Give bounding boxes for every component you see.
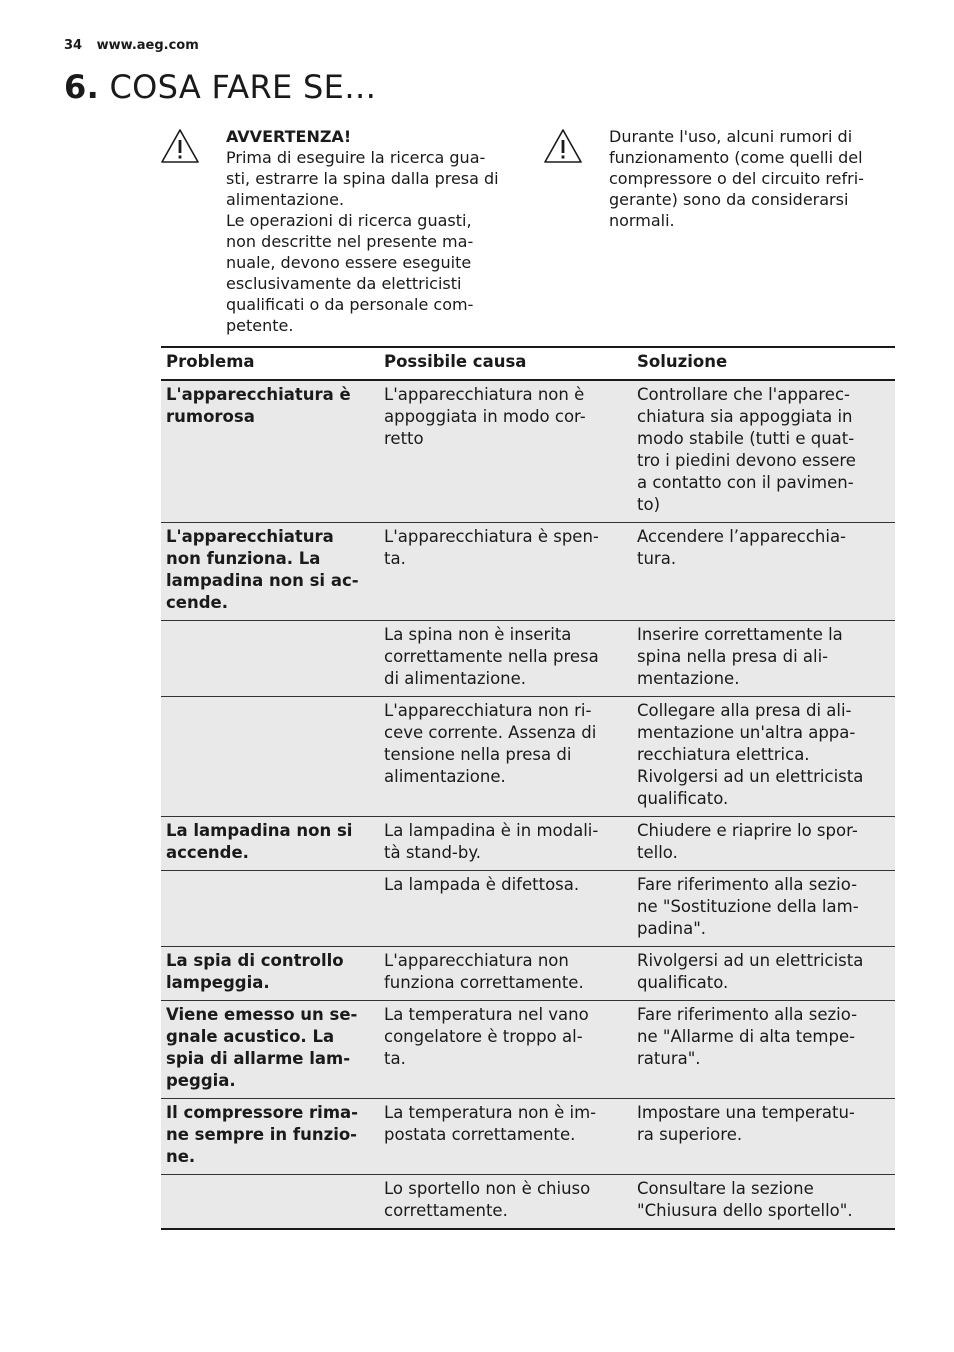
text-line: qualificati o da personale com-	[226, 295, 474, 314]
text-line: congelatore è troppo al-	[384, 1027, 583, 1046]
text-line: La lampadina non si	[166, 821, 353, 840]
text-line: alimentazione.	[226, 190, 345, 209]
text-line: tura.	[637, 549, 677, 568]
text-line: qualificato.	[637, 973, 729, 992]
cell-cause	[379, 380, 632, 523]
text-line: ta.	[384, 549, 406, 568]
text-line: recchiatura elettrica.	[637, 745, 810, 764]
text-line: La temperatura nel vano	[384, 1005, 589, 1024]
warning-right-text	[609, 126, 864, 231]
cell-problem	[161, 380, 379, 523]
text-line: L'apparecchiatura non è	[384, 385, 585, 404]
text-line: chiatura sia appoggiata in	[637, 407, 853, 426]
table-body	[161, 380, 895, 1229]
text-line: mentazione un'altra appa-	[637, 723, 856, 742]
text-line: funzionamento (come quelli del	[609, 148, 863, 167]
cell-problem	[161, 1175, 379, 1230]
text-line: Controllare che l'apparec-	[637, 385, 850, 404]
text-line: nuale, devono essere eseguite	[226, 253, 472, 272]
text-line: rumorosa	[166, 407, 255, 426]
text-line: lampadina non si ac-	[166, 571, 359, 590]
text-line: La lampadina è in modali-	[384, 821, 599, 840]
cell-problem	[161, 947, 379, 1001]
table-row	[161, 523, 895, 621]
warning-right-lines	[609, 126, 864, 231]
text-line: esclusivamente da elettricisti	[226, 274, 462, 293]
text-line: Chiudere e riaprire lo spor-	[637, 821, 858, 840]
text-line: spia di allarme lam-	[166, 1049, 351, 1068]
text-line: Durante l'uso, alcuni rumori di	[609, 127, 853, 146]
text-line: Le operazioni di ricerca guasti,	[226, 211, 472, 230]
text-line: Viene emesso un se-	[166, 1005, 358, 1024]
text-line: "Chiusura dello sportello".	[637, 1201, 853, 1220]
text-line: L'apparecchiatura non ri-	[384, 701, 592, 720]
text-line: tensione nella presa di	[384, 745, 572, 764]
text-line: Rivolgersi ad un elettricista	[637, 951, 864, 970]
text-line: tro i piedini devono essere	[637, 451, 856, 470]
table-row	[161, 697, 895, 817]
text-line: modo stabile (tutti e quat-	[637, 429, 855, 448]
text-line: ta.	[384, 1049, 406, 1068]
text-line: normali.	[609, 211, 675, 230]
table-row	[161, 621, 895, 697]
cell-cause	[379, 947, 632, 1001]
text-line: tello.	[637, 843, 678, 862]
warning-triangle-icon	[160, 128, 200, 164]
cell-problem	[161, 621, 379, 697]
table-row	[161, 817, 895, 871]
text-line: padina".	[637, 919, 707, 938]
cell-problem	[161, 1099, 379, 1175]
text-line: retto	[384, 429, 424, 448]
text-line: funziona correttamente.	[384, 973, 584, 992]
table-row	[161, 380, 895, 523]
cell-solution	[632, 947, 895, 1001]
text-line: correttamente nella presa	[384, 647, 599, 666]
cell-solution	[632, 1099, 895, 1175]
text-line: Impostare una temperatu-	[637, 1103, 855, 1122]
text-line: qualificato.	[637, 789, 729, 808]
text-line: ne "Allarme di alta tempe-	[637, 1027, 856, 1046]
text-line: ne "Sostituzione della lam-	[637, 897, 859, 916]
text-line: correttamente.	[384, 1201, 508, 1220]
cell-solution	[632, 523, 895, 621]
text-line: ne sempre in funzio-	[166, 1125, 358, 1144]
text-line: accende.	[166, 843, 249, 862]
text-line: compressore o del circuito refri-	[609, 169, 864, 188]
text-line: di alimentazione.	[384, 669, 527, 688]
header-url[interactable]: www.aeg.com	[96, 38, 199, 53]
section-title	[64, 68, 376, 106]
text-line: ceve corrente. Assenza di	[384, 723, 597, 742]
section-title-text: COSA FARE SE…	[109, 68, 377, 106]
column-header-solution: Soluzione	[632, 347, 895, 380]
text-line: Collegare alla presa di ali-	[637, 701, 852, 720]
text-line: gnale acustico. La	[166, 1027, 335, 1046]
text-line: Accendere l’apparecchia-	[637, 527, 847, 546]
table-row	[161, 947, 895, 1001]
text-line: postata correttamente.	[384, 1125, 576, 1144]
text-line: appoggiata in modo cor-	[384, 407, 586, 426]
text-line: L'apparecchiatura è	[166, 385, 351, 404]
text-line: Il compressore rima-	[166, 1103, 359, 1122]
cell-solution	[632, 1001, 895, 1099]
text-line: L'apparecchiatura è spen-	[384, 527, 599, 546]
text-line: Lo sportello non è chiuso	[384, 1179, 591, 1198]
text-line: La lampada è difettosa.	[384, 875, 580, 894]
warning-box-left	[160, 126, 540, 341]
text-line: sti, estrarre la spina dalla presa di	[226, 169, 499, 188]
table-row	[161, 1099, 895, 1175]
text-line: mentazione.	[637, 669, 740, 688]
text-line: alimentazione.	[384, 767, 506, 786]
text-line: Fare riferimento alla sezio-	[637, 875, 858, 894]
text-line: L'apparecchiatura non	[384, 951, 569, 970]
cell-cause	[379, 697, 632, 817]
warning-heading: AVVERTENZA!	[226, 127, 352, 146]
column-header-cause: Possibile causa	[379, 347, 632, 380]
text-line: to)	[637, 495, 661, 514]
cell-solution	[632, 697, 895, 817]
text-line: gerante) sono da considerarsi	[609, 190, 849, 209]
text-line: a contatto con il pavimen-	[637, 473, 854, 492]
cell-cause	[379, 523, 632, 621]
cell-cause	[379, 621, 632, 697]
text-line: L'apparecchiatura	[166, 527, 334, 546]
warning-triangle-icon	[543, 128, 583, 164]
text-line: cende.	[166, 593, 228, 612]
cell-solution	[632, 1175, 895, 1230]
text-line: Rivolgersi ad un elettricista	[637, 767, 864, 786]
cell-problem	[161, 1001, 379, 1099]
table-row	[161, 1175, 895, 1230]
text-line: non funziona. La	[166, 549, 321, 568]
troubleshooting-table	[161, 346, 895, 1230]
text-line: ratura".	[637, 1049, 701, 1068]
column-header-problem: Problema	[161, 347, 379, 380]
cell-solution	[632, 621, 895, 697]
text-line: ra superiore.	[637, 1125, 743, 1144]
text-line: Consultare la sezione	[637, 1179, 814, 1198]
text-line: petente.	[226, 316, 294, 335]
cell-problem	[161, 817, 379, 871]
text-line: ne.	[166, 1147, 196, 1166]
text-line: spina nella presa di ali-	[637, 647, 829, 666]
cell-problem	[161, 523, 379, 621]
cell-cause	[379, 817, 632, 871]
table-row	[161, 871, 895, 947]
warning-box-right	[543, 126, 923, 246]
cell-cause	[379, 1001, 632, 1099]
cell-problem	[161, 871, 379, 947]
text-line: Fare riferimento alla sezio-	[637, 1005, 858, 1024]
page-header	[64, 38, 199, 53]
cell-cause	[379, 871, 632, 947]
table-header-row	[161, 347, 895, 380]
text-line: Inserire correttamente la	[637, 625, 843, 644]
warning-left-text	[226, 126, 499, 336]
text-line: peggia.	[166, 1071, 236, 1090]
text-line: tà stand-by.	[384, 843, 482, 862]
text-line: La spina non è inserita	[384, 625, 572, 644]
section-number: 6.	[64, 68, 100, 106]
page-number: 34	[64, 38, 83, 53]
text-line: Prima di eseguire la ricerca gua-	[226, 148, 486, 167]
text-line: non descritte nel presente ma-	[226, 232, 474, 251]
cell-problem	[161, 697, 379, 817]
text-line: lampeggia.	[166, 973, 270, 992]
text-line: La temperatura non è im-	[384, 1103, 597, 1122]
warning-left-lines	[226, 147, 499, 336]
cell-solution	[632, 817, 895, 871]
cell-solution	[632, 380, 895, 523]
table-row	[161, 1001, 895, 1099]
cell-cause	[379, 1099, 632, 1175]
cell-solution	[632, 871, 895, 947]
text-line: La spia di controllo	[166, 951, 344, 970]
cell-cause	[379, 1175, 632, 1230]
